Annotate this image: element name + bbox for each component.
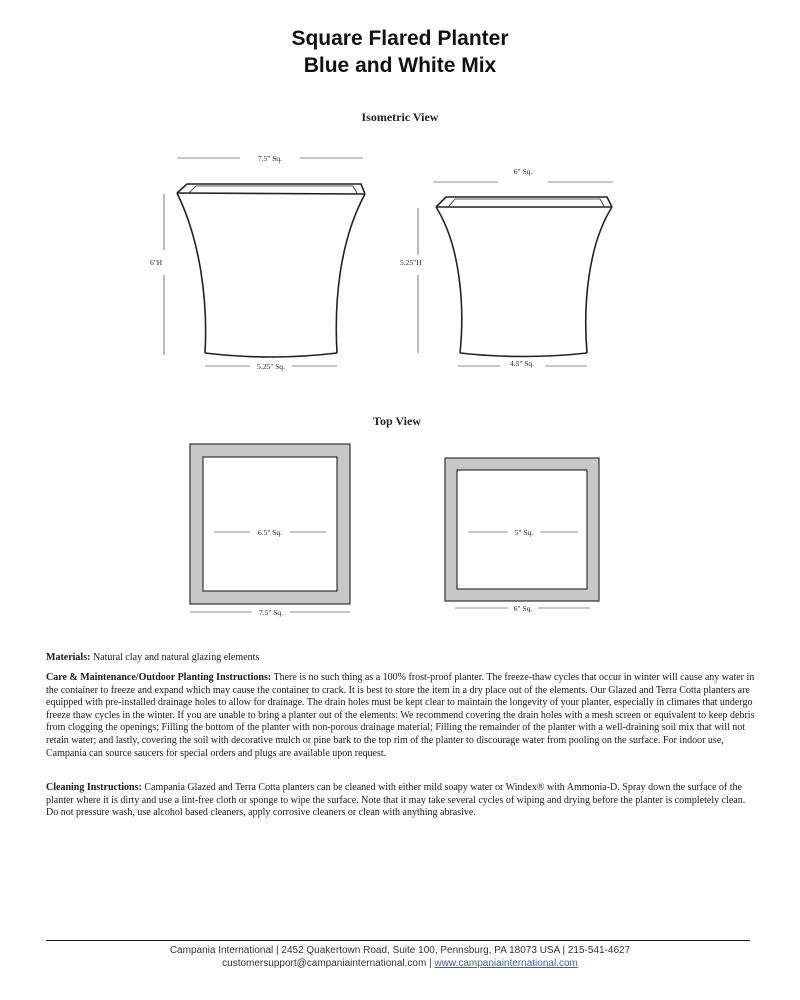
isometric-view-heading: Isometric View	[361, 110, 439, 124]
large-outer-label: 7.5" Sq.	[258, 608, 284, 617]
page-title: Square Flared Planter	[291, 27, 509, 50]
footer-address: Campania International | 2452 Quakertown Road, Suite 100, Pennsburg, PA 18073 USA | 215-541-4627	[169, 945, 631, 956]
small-top-width-label: 6" Sq.	[513, 167, 533, 176]
top-view-heading: Top View	[373, 414, 421, 428]
footer-separator: |	[426, 958, 435, 969]
page-subtitle: Blue and White Mix	[303, 54, 497, 77]
care-paragraph	[46, 672, 756, 760]
large-planter-top-view	[190, 444, 350, 604]
large-bottom-width-label: 5.25" Sq.	[257, 362, 285, 371]
footer-website-link[interactable]: www.campaniainternational.com	[434, 958, 578, 969]
large-planter-isometric	[177, 184, 365, 357]
large-height-label: 6"H	[150, 258, 163, 267]
small-inner-label: 5" Sq.	[514, 528, 534, 537]
cleaning-label: Cleaning Instructions:	[46, 782, 142, 793]
footer-contact	[0, 957, 800, 970]
small-planter-isometric	[436, 197, 612, 357]
materials-text: Natural clay and natural glazing elements	[90, 652, 260, 663]
small-height-label: 5.25"H	[400, 258, 422, 267]
care-text: There is no such thing as a 100% frost-proof planter. The freeze-thaw cycles that occur in winter will cause any water in the container to freeze and expand which may cause the container to crack. It is best to store the item in a dry place out of the elements. Our Glazed and Terra Cotta planters are equipped with pre-installed drainage holes to allow for drainage. The drain holes must be kept clear to maintain the longevity of your planter, especially in climates that undergo freeze thaw cycles in the winter. If you are unable to bring a planter out of the elements: We recommend covering the drain holes with a mesh screen or equivalent to keep debris from clogging the openings; Filling the bottom of the planter with non-porous drainage material; Filling the remainder of the planter with a well-draining soil mix that will not retain water; and lastly, covering the soil with decorative mulch or pine bark to the top rim of the planter to discourage water from pooling on the surface. For indoor use, Campania can source saucers for special orders and plugs are available upon request.	[46, 672, 755, 759]
small-bottom-width-label: 4.5" Sq.	[509, 359, 535, 368]
materials-paragraph	[46, 652, 756, 665]
large-top-width-label: 7.5" Sq.	[257, 154, 283, 163]
large-inner-label: 6.5" Sq.	[257, 528, 283, 537]
cleaning-paragraph	[46, 782, 756, 820]
footer-email[interactable]: customersupport@campaniainternational.com	[222, 958, 427, 969]
materials-label: Materials:	[46, 652, 91, 663]
small-outer-label: 6" Sq.	[513, 604, 533, 613]
cleaning-text: Campania Glazed and Terra Cotta planters can be cleaned with either mild soapy water or Windex® with Ammonia-D. Spray down the surface of the planter where it is dirty and use a lint-free cloth or sponge to wipe the surface. Note that it may take several cycles of wiping and drying before the planter is completely clean. Do not pressure wash, use alcohol based cleaners, apply corrosive cleaners or clean with anything abrasive.	[46, 782, 746, 819]
footer-divider	[46, 940, 750, 941]
care-label: Care & Maintenance/Outdoor Planting Instructions:	[46, 672, 272, 683]
